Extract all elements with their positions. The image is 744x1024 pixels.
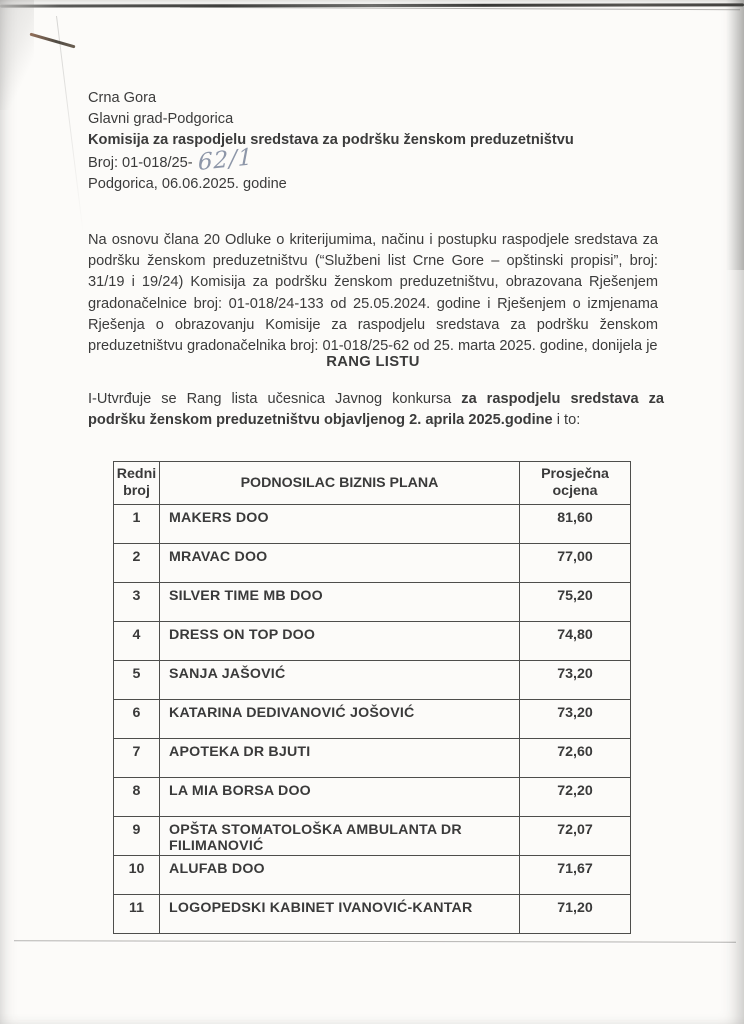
statement-regular: I-Utvrđuje se Rang lista učesnica Javnog konkursa bbox=[88, 391, 462, 407]
paper-fold-line bbox=[14, 940, 736, 943]
applicant-cell: KATARINA DEDIVANOVIĆ JOŠOVIĆ bbox=[160, 700, 520, 739]
letterhead-city: Glavni grad-Podgorica bbox=[88, 111, 234, 127]
rank-cell: 9 bbox=[114, 817, 160, 856]
score-cell: 75,20 bbox=[520, 583, 631, 622]
col-header-score: Prosječna ocjena bbox=[520, 462, 631, 505]
intro-paragraph: Na osnovu člana 20 Odluke o kriterijumima, načinu i postupku raspodjele sredstava za podršku ženskom preduzetništvu (“Službeni list Crne Gore – opštinski propisi”, broj: 31/19 i 19/24) Komisija za podršku ženskom preduzetništvu, obrazovana Rješenjem gradonačelnice broj: 01-018/24-133 od 25.05.2024. godine i Rješenjem o izmjenama Rješenja o obrazovanju Komisije za raspodjelu sredstava za podršku ženskom preduzetništvu gradonačelnika broj: 01-018/25-62 od 25. marta 2025. godine, donijela je bbox=[88, 232, 658, 355]
table-row bbox=[114, 895, 631, 934]
table-row bbox=[114, 505, 631, 544]
statement-suffix: i to: bbox=[552, 412, 581, 429]
rank-cell: 2 bbox=[114, 544, 160, 583]
score-cell: 71,20 bbox=[520, 895, 631, 934]
applicant-cell: DRESS ON TOP DOO bbox=[160, 622, 520, 661]
ranking-table bbox=[113, 461, 631, 934]
applicant-cell: SILVER TIME MB DOO bbox=[160, 583, 520, 622]
table-row bbox=[114, 661, 631, 700]
top-left-corner-shade bbox=[0, 0, 34, 110]
rank-cell: 5 bbox=[114, 661, 160, 700]
applicant-cell: MRAVAC DOO bbox=[160, 544, 520, 583]
rank-cell: 11 bbox=[114, 895, 160, 934]
score-cell: 73,20 bbox=[520, 700, 631, 739]
score-cell: 72,20 bbox=[520, 778, 631, 817]
score-cell: 74,80 bbox=[520, 622, 631, 661]
rank-cell: 4 bbox=[114, 622, 160, 661]
handwritten-document-number: 62/1 bbox=[197, 144, 254, 177]
document-number-prefix: Broj: 01-018/25- bbox=[88, 155, 193, 171]
score-cell: 72,07 bbox=[520, 817, 631, 856]
table-row bbox=[114, 778, 631, 817]
paper-crease bbox=[56, 16, 84, 234]
applicant-cell: OPŠTA STOMATOLOŠKA AMBULANTA DR FILIMANOVIĆ bbox=[160, 817, 520, 856]
rank-cell: 6 bbox=[114, 700, 160, 739]
score-cell: 77,00 bbox=[520, 544, 631, 583]
scan-top-edge-line-secondary bbox=[180, 7, 740, 10]
rank-cell: 10 bbox=[114, 856, 160, 895]
score-cell: 72,60 bbox=[520, 739, 631, 778]
document-title: RANG LISTU bbox=[326, 354, 420, 370]
statement-paragraph bbox=[88, 389, 664, 431]
table-row bbox=[114, 622, 631, 661]
col-header-rank: Redni broj bbox=[114, 462, 160, 505]
letterhead-commission: Komisija za raspodjelu sredstava za podršku ženskom preduzetništvu bbox=[88, 132, 574, 148]
col-header-applicant: PODNOSILAC BIZNIS PLANA bbox=[160, 462, 520, 505]
score-cell: 71,67 bbox=[520, 856, 631, 895]
rank-cell: 7 bbox=[114, 739, 160, 778]
applicant-cell: MAKERS DOO bbox=[160, 505, 520, 544]
table-row bbox=[114, 739, 631, 778]
table-row bbox=[114, 700, 631, 739]
score-cell: 73,20 bbox=[520, 661, 631, 700]
applicant-cell: SANJA JAŠOVIĆ bbox=[160, 661, 520, 700]
applicant-cell: LA MIA BORSA DOO bbox=[160, 778, 520, 817]
table-header-row bbox=[114, 462, 631, 505]
score-cell: 81,60 bbox=[520, 505, 631, 544]
staple-mark bbox=[29, 33, 75, 49]
applicant-cell: LOGOPEDSKI KABINET IVANOVIĆ-KANTAR bbox=[160, 895, 520, 934]
letterhead-country: Crna Gora bbox=[88, 90, 157, 106]
table-row bbox=[114, 583, 631, 622]
applicant-cell: APOTEKA DR BJUTI bbox=[160, 739, 520, 778]
letterhead-number-line bbox=[88, 144, 574, 177]
rank-cell: 1 bbox=[114, 505, 160, 544]
statement-bold: za raspodjelu sredstava za podršku ženskom preduzetništvu objavljenog 2. aprila 2025.godine bbox=[88, 391, 665, 429]
applicant-cell: ALUFAB DOO bbox=[160, 856, 520, 895]
letterhead-place-date: Podgorica, 06.06.2025. godine bbox=[88, 176, 287, 192]
table-row bbox=[114, 544, 631, 583]
letterhead bbox=[88, 88, 574, 195]
rank-cell: 8 bbox=[114, 778, 160, 817]
right-edge-shade bbox=[726, 0, 744, 270]
rank-cell: 3 bbox=[114, 583, 160, 622]
table-row bbox=[114, 817, 631, 856]
table-row bbox=[114, 856, 631, 895]
